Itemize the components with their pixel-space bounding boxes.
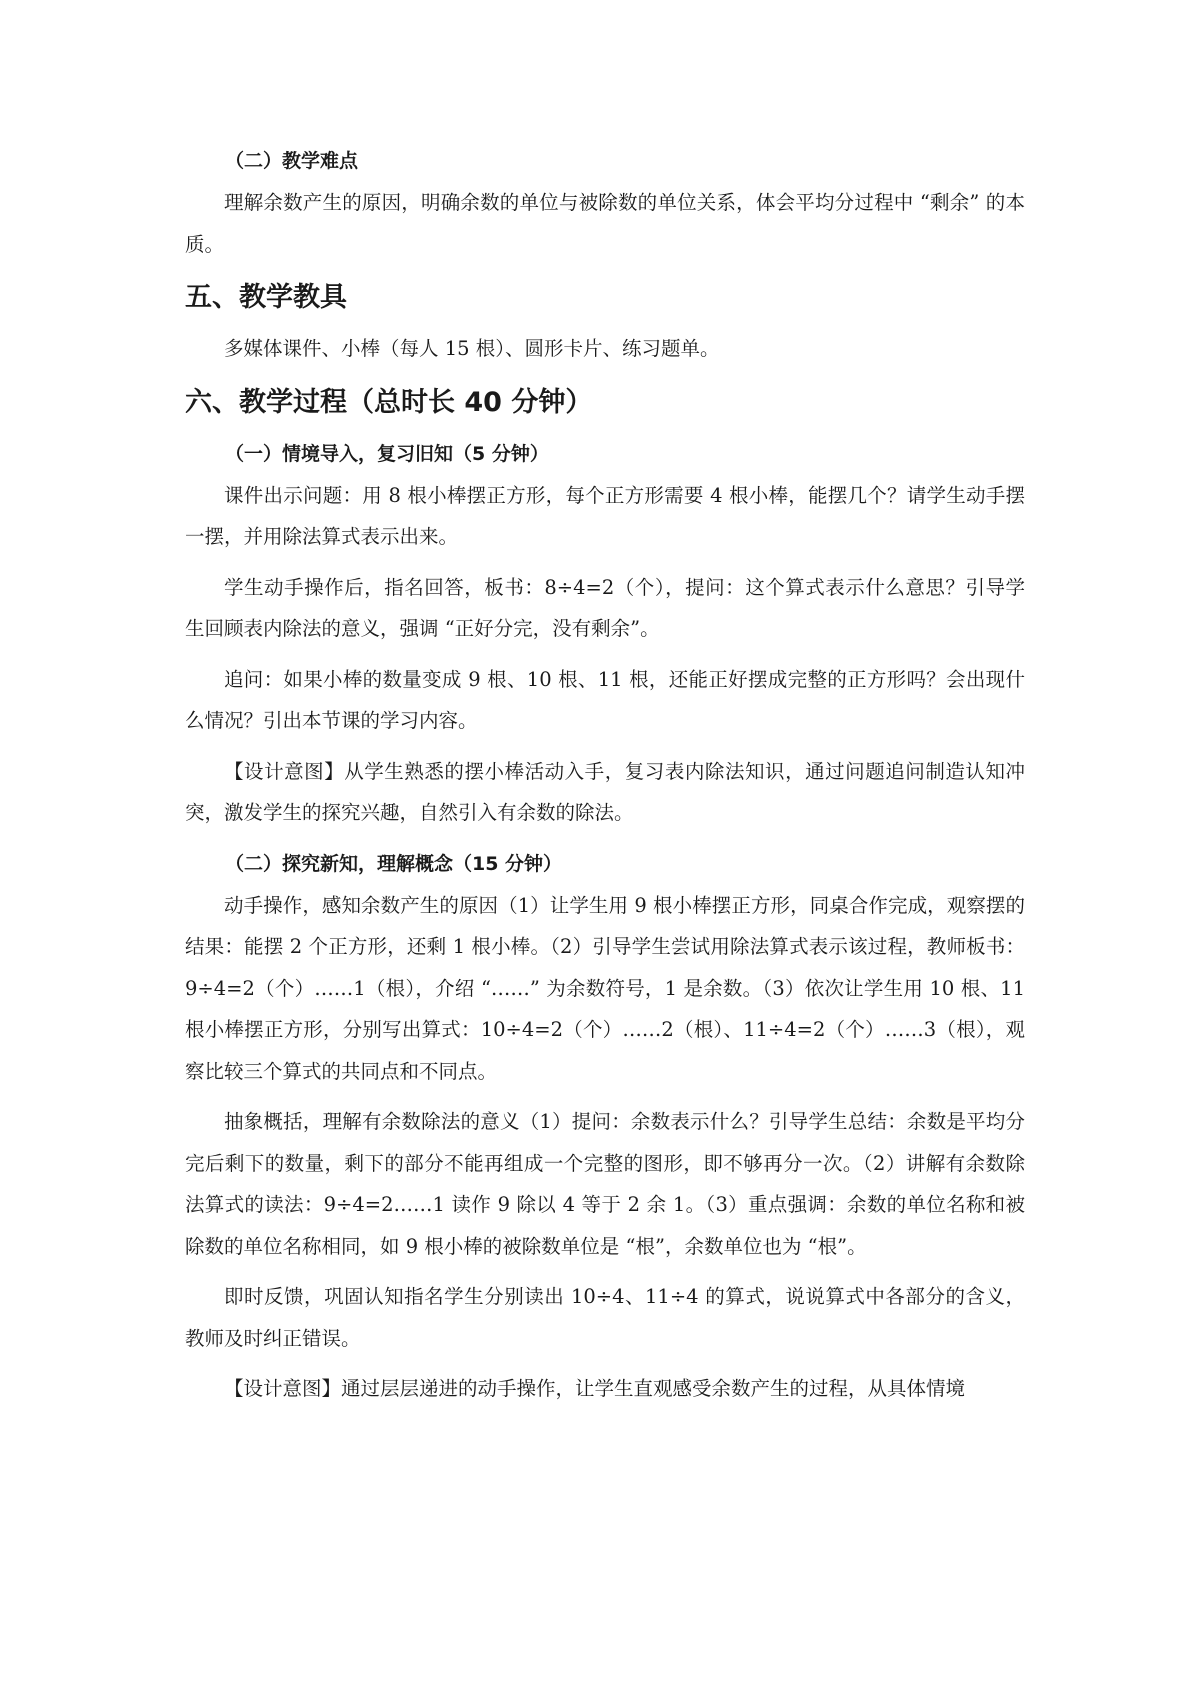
intro-paragraph-2: 学生动手操作后，指名回答，板书：8÷4=2（个），提问：这个算式表示什么意思？引导学生回顾表内除法的意义，强调 “正好分完，没有剩余”。 [185, 575, 1025, 640]
intro-paragraph-3: 追问：如果小棒的数量变成 9 根、10 根、11 根，还能正好摆成完整的正方形吗？会出现什么情况？引出本节课的学习内容。 [185, 667, 1025, 732]
intro-section-heading: （一）情境导入，复习旧知（5 分钟） [225, 442, 549, 465]
explore-paragraph-1: 动手操作，感知余数产生的原因（1）让学生用 9 根小棒摆正方形，同桌合作完成，观察摆的结果：能摆 2 个正方形，还剩 1 根小棒。（2）引导学生尝试用除法算式表示该过程，教师板书：9÷4=2（个）……1（根），介绍 “……” 为余数符号，1 是余数。（3）依次让学生用 10 根、11 根小棒摆正方形，分别写出算式：10÷4=2（个）……2（根）、11÷4=2（个）……3（根），观察比较三个算式的共同点和不同点。 [185, 893, 1025, 1083]
document-page [185, 140, 1025, 1419]
intro-design-intent: 【设计意图】从学生熟悉的摆小棒活动入手，复习表内除法知识，通过问题追问制造认知冲突，激发学生的探究兴趣，自然引入有余数的除法。 [185, 759, 1025, 824]
intro-paragraph-1: 课件出示问题：用 8 根小棒摆正方形，每个正方形需要 4 根小棒，能摆几个？请学生动手摆一摆，并用除法算式表示出来。 [185, 483, 1025, 548]
explore-section-heading: （二）探究新知，理解概念（15 分钟） [225, 852, 563, 875]
teaching-process-heading: 六、教学过程（总时长 40 分钟） [185, 386, 593, 418]
explore-paragraph-3: 即时反馈，巩固认知指名学生分别读出 10÷4、11÷4 的算式，说说算式中各部分的含义，教师及时纠正错误。 [185, 1285, 1025, 1350]
teaching-difficulty-heading: （二）教学难点 [225, 150, 359, 172]
teaching-aids-heading: 五、教学教具 [185, 282, 347, 313]
teaching-difficulty-paragraph: 理解余数产生的原因，明确余数的单位与被除数的单位关系，体会平均分过程中 “剩余” 的本质。 [185, 191, 1025, 256]
explore-paragraph-2: 抽象概括，理解有余数除法的意义（1）提问：余数表示什么？引导学生总结：余数是平均分完后剩下的数量，剩下的部分不能再组成一个完整的图形，即不够再分一次。（2）讲解有余数除法算式的读法：9÷4=2……1 读作 9 除以 4 等于 2 余 1。（3）重点强调：余数的单位名称和被除数的单位名称相同，如 9 根小棒的被除数单位是 “根”，余数单位也为 “根”。 [185, 1110, 1025, 1258]
teaching-aids-paragraph: 多媒体课件、小棒（每人 15 根）、圆形卡片、练习题单。 [224, 337, 720, 360]
explore-design-intent: 【设计意图】通过层层递进的动手操作，让学生直观感受余数产生的过程，从具体情境 [224, 1377, 966, 1400]
